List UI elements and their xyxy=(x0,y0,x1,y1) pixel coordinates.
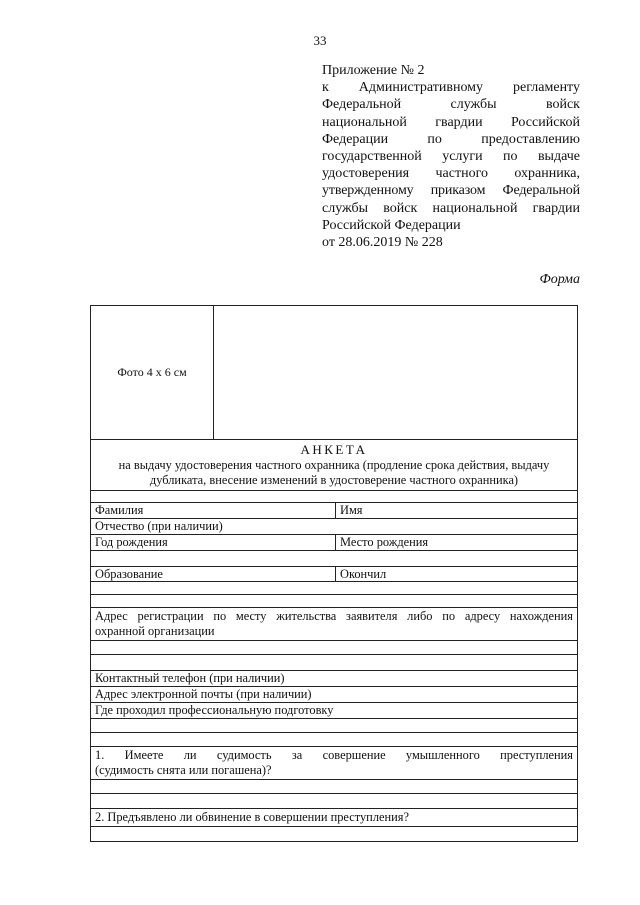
patronymic-label: Отчество (при наличии) xyxy=(95,519,223,533)
divider xyxy=(91,808,577,809)
anketa-title: АНКЕТА xyxy=(300,442,368,457)
page-number: 33 xyxy=(313,33,327,48)
divider xyxy=(91,732,577,733)
surname-label: Фамилия xyxy=(95,503,144,517)
appendix-line: к Административному регламенту xyxy=(322,80,580,96)
appendix-line: удостоверения частного охранника, xyxy=(322,166,580,182)
divider xyxy=(91,746,577,747)
divider xyxy=(91,594,577,595)
divider xyxy=(91,490,577,491)
divider xyxy=(91,550,577,551)
appendix-line: национальной гвардии Российской xyxy=(322,114,580,130)
divider xyxy=(91,793,577,794)
divider xyxy=(335,566,336,581)
divider xyxy=(91,566,577,567)
birth-place-label: Место рождения xyxy=(340,535,429,549)
graduated-label: Окончил xyxy=(340,567,387,581)
anketa-subtitle: на выдачу удостоверения частного охранника (продление срока действия, выдачу дубликата, внесение изменений в удостоверение частного охранника) xyxy=(118,458,550,487)
birth-year-label: Год рождения xyxy=(95,535,168,549)
photo-label: Фото 4 х 6 см xyxy=(117,365,187,379)
name-label: Имя xyxy=(340,503,363,517)
divider xyxy=(335,534,336,550)
appendix-line: утвержденному приказом Федеральной xyxy=(322,183,580,199)
divider xyxy=(91,654,577,655)
appendix-line: Российской Федерации xyxy=(322,217,461,233)
training-label: Где проходил профессиональную подготовку xyxy=(95,703,334,717)
appendix-line: службы войск национальной гвардии xyxy=(322,200,580,216)
appendix-line: от 28.06.2019 № 228 xyxy=(322,235,443,251)
divider xyxy=(91,607,577,608)
divider xyxy=(335,502,336,518)
appendix-header xyxy=(322,62,580,251)
divider xyxy=(91,718,577,719)
application-form xyxy=(90,305,578,842)
address-label xyxy=(95,609,573,639)
divider xyxy=(91,581,577,582)
divider xyxy=(91,826,577,827)
phone-label: Контактный телефон (при наличии) xyxy=(95,671,285,685)
appendix-line: Федеральной службы войск xyxy=(322,97,580,113)
appendix-line: Приложение № 2 xyxy=(322,63,425,78)
email-label: Адрес электронной почты (при наличии) xyxy=(95,687,312,701)
address-label-line: охранной организации xyxy=(95,624,215,638)
appendix-line: государственной услуги по выдаче xyxy=(322,149,580,165)
education-label: Образование xyxy=(95,567,163,581)
divider xyxy=(91,640,577,641)
divider xyxy=(91,439,577,440)
address-label-line: Адрес регистрации по месту жительства заявителя либо по адресу нахождения xyxy=(95,609,573,623)
question-1 xyxy=(95,748,573,778)
appendix-line: Федерации по предоставлению xyxy=(322,131,580,147)
photo-placeholder xyxy=(91,306,214,439)
form-label: Форма xyxy=(539,272,580,287)
question-2: 2. Предъявлено ли обвинение в совершении преступления? xyxy=(95,810,409,824)
question-1-line: (судимость снята или погашена)? xyxy=(95,763,272,777)
question-1-line: 1. Имеете ли судимость за совершение умышленного преступления xyxy=(95,748,573,762)
divider xyxy=(91,779,577,780)
divider xyxy=(91,502,577,503)
